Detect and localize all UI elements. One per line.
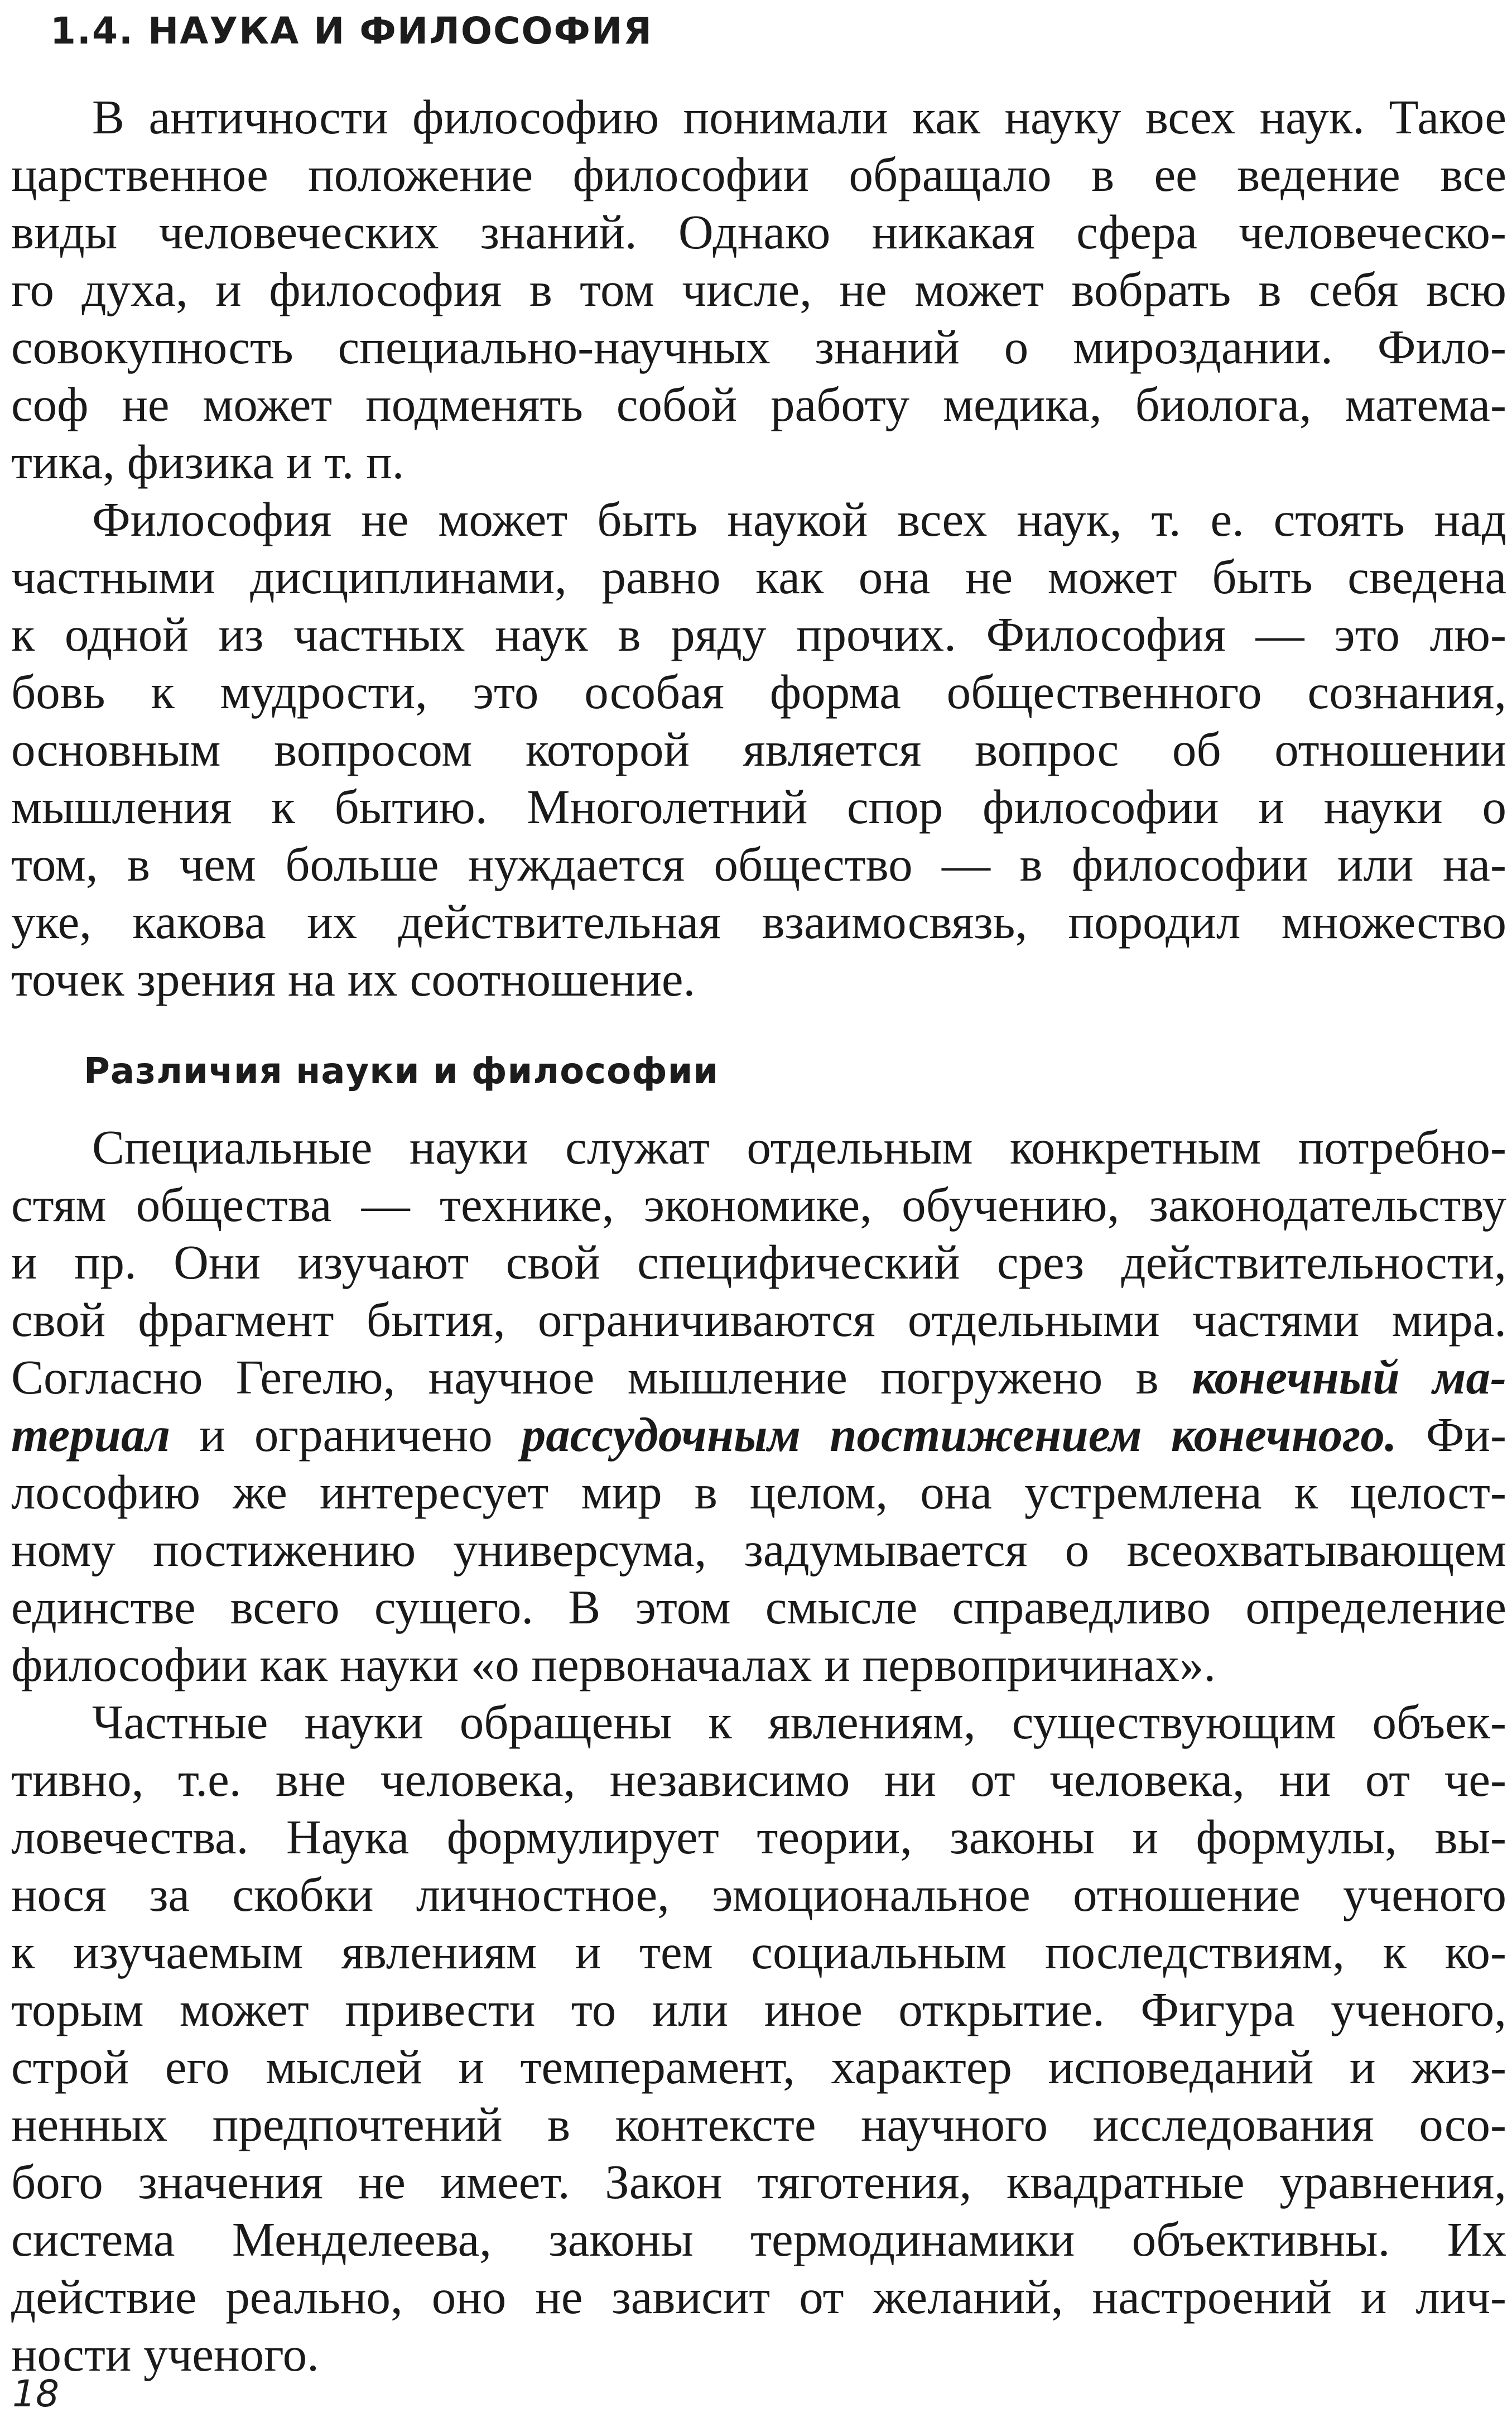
text-line: виды человеческих знаний. Однако никакая сфера человеческо- bbox=[11, 205, 1506, 259]
text-line: том, в чем больше нуждается общество — в философии или на- bbox=[11, 837, 1506, 891]
text-line: к изучаемым явлениям и тем социальным последствиям, к ко- bbox=[11, 1925, 1506, 1979]
emphasis-text: териал bbox=[11, 1407, 171, 1462]
subsection-heading: Различия науки и философии bbox=[84, 1051, 719, 1092]
text-line: ности ученого. bbox=[11, 2327, 319, 2381]
text-line: свой фрагмент бытия, ограничиваются отдельными частями мира. bbox=[11, 1292, 1506, 1347]
text-segment: Согласно Гегелю, научное мышление погружено в bbox=[11, 1350, 1192, 1404]
text-segment: и ограничено bbox=[170, 1407, 522, 1462]
text-line: стям общества — технике, экономике, обучению, законодательству bbox=[11, 1178, 1506, 1232]
text-line: лософию же интересует мир в целом, она устремлена к целост- bbox=[11, 1465, 1506, 1519]
text-line: В античности философию понимали как науку всех наук. Такое bbox=[92, 90, 1506, 144]
text-line: единстве всего сущего. В этом смысле справедливо определение bbox=[11, 1580, 1506, 1634]
section-body bbox=[11, 88, 1506, 1008]
text-line: уке, какова их действительная взаимосвязь, породил множество bbox=[11, 895, 1506, 949]
text-line: Специальные науки служат отдельным конкретным потребно- bbox=[92, 1120, 1506, 1174]
text-line: основным вопросом которой является вопрос об отношении bbox=[11, 722, 1506, 776]
text-line: бовь к мудрости, это особая форма общественного сознания, bbox=[11, 665, 1506, 719]
text-line: и пр. Они изучают свой специфический срез действительности, bbox=[11, 1235, 1506, 1289]
text-line: мышления к бытию. Многолетний спор философии и науки о bbox=[11, 780, 1506, 834]
section-heading: 1.4. НАУКА И ФИЛОСОФИЯ bbox=[50, 9, 653, 52]
text-line: система Менделеева, законы термодинамики объективны. Их bbox=[11, 2212, 1506, 2266]
text-line: бого значения не имеет. Закон тяготения, квадратные уравнения, bbox=[11, 2155, 1506, 2209]
text-line: Частные науки обращены к явлениям, существующим объек- bbox=[92, 1695, 1506, 1749]
page-number: 18 bbox=[12, 2372, 59, 2415]
text-line bbox=[11, 1348, 1506, 1406]
text-line: тика, физика и т. п. bbox=[11, 435, 405, 489]
emphasis-text: конечный ма- bbox=[1191, 1350, 1506, 1404]
text-line: к одной из частных наук в ряду прочих. Философия — это лю- bbox=[11, 607, 1506, 661]
text-line: тивно, т.е. вне человека, независимо ни от человека, ни от че- bbox=[11, 1752, 1506, 1806]
text-line: ненных предпочтений в контексте научного исследования осо- bbox=[11, 2097, 1506, 2151]
text-line: ному постижению универсума, задумывается о всеохватывающем bbox=[11, 1522, 1506, 1577]
text-line: ловечества. Наука формулирует теории, законы и формулы, вы- bbox=[11, 1810, 1506, 1864]
text-line bbox=[11, 1406, 1506, 1463]
text-line: действие реально, оно не зависит от желаний, настроений и лич- bbox=[11, 2270, 1506, 2324]
text-line: нося за скобки личностное, эмоциональное отношение ученого bbox=[11, 1867, 1506, 1921]
text-line: строй его мыслей и темперамент, характер исповеданий и жиз- bbox=[11, 2040, 1506, 2094]
emphasis-text: рассудочным постижением конечного. bbox=[521, 1407, 1397, 1462]
text-segment: Фи- bbox=[1397, 1407, 1507, 1462]
text-line: го духа, и философия в том числе, не может вобрать в себя всю bbox=[11, 262, 1506, 316]
text-line: Философия не может быть наукой всех наук, т. е. стоять над bbox=[92, 492, 1506, 546]
text-line: совокупность специально-научных знаний о мироздании. Фило- bbox=[11, 320, 1506, 374]
text-line: философии как науки «о первоначалах и первопричинах». bbox=[11, 1637, 1216, 1691]
text-line: точек зрения на их соотношение. bbox=[11, 952, 696, 1006]
subsection-body bbox=[11, 1118, 1506, 2383]
text-line: царственное положение философии обращало в ее ведение все bbox=[11, 147, 1506, 201]
text-line: соф не может подменять собой работу медика, биолога, матема- bbox=[11, 377, 1506, 431]
text-line: частными дисциплинами, равно как она не может быть сведена bbox=[11, 550, 1506, 604]
text-line: торым может привести то или иное открытие. Фигура ученого, bbox=[11, 1982, 1506, 2036]
